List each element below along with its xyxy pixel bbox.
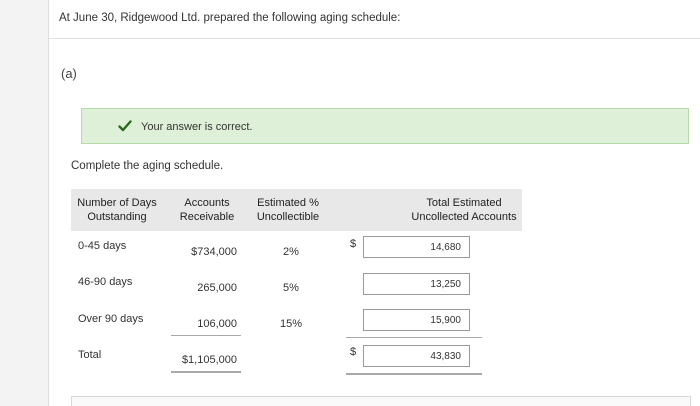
total-label: Total [78, 349, 102, 361]
total-dollar-sign: $ [350, 346, 357, 358]
part-label: (a) [61, 66, 77, 81]
amount-input-46-90[interactable]: 13,250 [363, 273, 470, 295]
amount-subtotal-rule [346, 337, 482, 338]
correct-answer-banner [81, 108, 689, 144]
header-estimated-percent: Estimated % Uncollectible [256, 197, 320, 223]
amount-input-total[interactable]: 43,830 [363, 345, 470, 367]
row-receivable: 106,000 [197, 318, 237, 330]
question-page [48, 0, 700, 406]
row-days-label: 0-45 days [78, 240, 127, 252]
amount-input-0-45[interactable]: 14,680 [363, 236, 470, 258]
row-percent: 2% [283, 246, 299, 258]
row-percent: 15% [279, 318, 303, 330]
header-total-estimated: Total Estimated Uncollected Accounts [411, 197, 517, 223]
header-days: Number of Days Outstanding [77, 197, 157, 223]
intro-text: At June 30, Ridgewood Ltd. prepared the following aging schedule: [59, 12, 401, 24]
divider [49, 38, 700, 39]
row-days-label: Over 90 days [78, 313, 144, 325]
row-days-label: 46-90 days [78, 276, 133, 288]
row-receivable: $734,000 [191, 246, 237, 258]
amount-total-double-rule [346, 373, 482, 375]
total-receivable: $1,105,000 [181, 354, 237, 366]
check-icon [118, 119, 132, 133]
next-section-edge [71, 396, 691, 406]
banner-message: Your answer is correct. [141, 121, 253, 133]
amount-input-over-90[interactable]: 15,900 [363, 309, 470, 331]
receivable-subtotal-rule [171, 335, 241, 336]
receivable-total-double-rule [171, 371, 241, 373]
row-receivable: 265,000 [197, 282, 237, 294]
row-dollar-sign: $ [350, 238, 357, 250]
table-header [71, 189, 522, 231]
instruction-text: Complete the aging schedule. [71, 160, 224, 172]
row-percent: 5% [283, 282, 299, 294]
header-accounts-receivable: Accounts Receivable [179, 197, 235, 223]
